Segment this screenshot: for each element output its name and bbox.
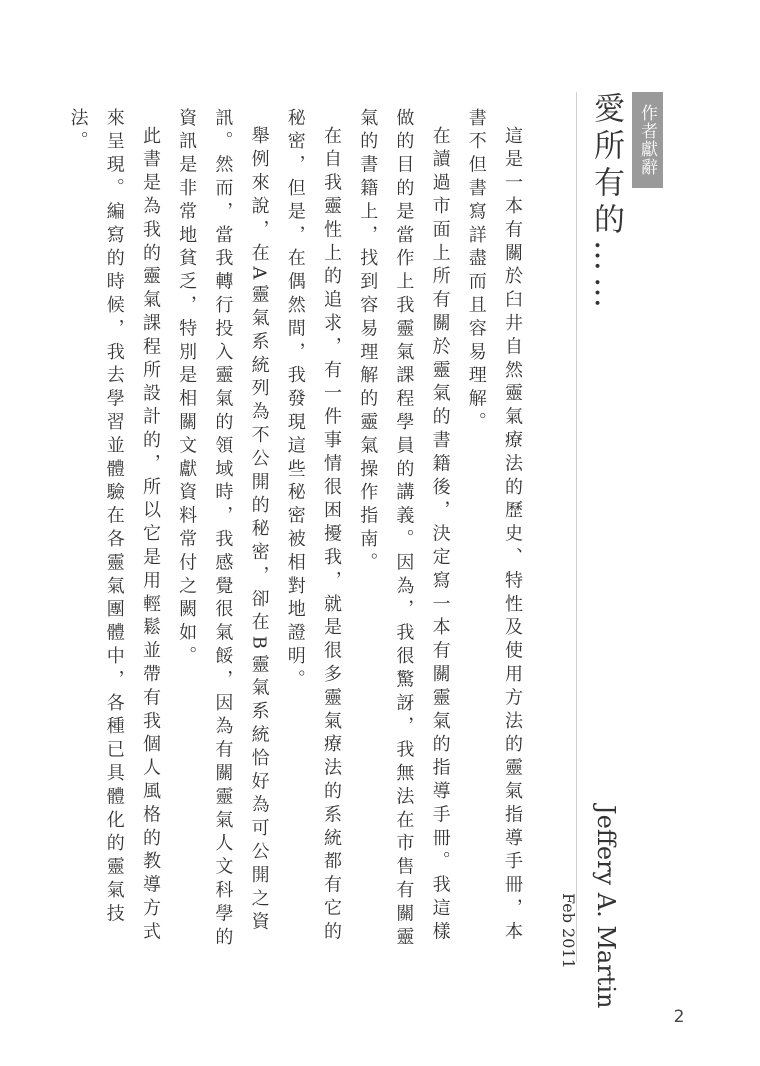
author-name: Jeffery A. Martin [592, 805, 620, 1009]
divider-line [576, 92, 577, 962]
paragraph-1: 這是一本有關於臼井自然靈氣療法的歷史、特性及使用方法的靈氣指導手冊，本書不但書寫詳盡而且容易理解。 [465, 108, 523, 945]
section-badge: 作者獻辭 [632, 92, 663, 188]
paragraph-5: 此書是為我的靈氣課程所設計的，所以它是用輕鬆並帶有我個人風格的教導方式來呈現。編寫的時候，我去學習並體驗在各靈氣團體中，各種已具體化的靈氣技法。 [67, 108, 161, 945]
paragraph-3: 在自我靈性上的追求，有一件事情很困擾我，就是很多靈氣療法的系統都有它的秘密，但是，在偶然間，我發現這些秘密被相對地證明。 [284, 108, 342, 945]
date-line: Feb 2011 [559, 893, 578, 969]
page-title: 愛所有的…… [588, 92, 624, 314]
page-number: 2 [673, 1007, 685, 1027]
paragraph-2: 在讀過市面上所有關於靈氣的書籍後，決定寫一本有關靈氣的指導手冊。我這樣做的目的是當作上我靈氣課程學員的講義。因為，我很驚訝，我無法在市售有關靈氣的書籍上，找到容易理解的靈氣操作指南。 [357, 108, 451, 951]
paragraph-4: 舉例來說，在A靈氣系統列為不公開的秘密，卻在B靈氣系統恰好為可公開之資訊。然而，當我轉行投入靈氣的領域時，我感覺很氣餒，因為有關靈氣人文科學的資訊是非常地貧乏，特別是相關文獻資料常付之闕如。 [176, 108, 270, 951]
dedication-body [67, 108, 530, 968]
